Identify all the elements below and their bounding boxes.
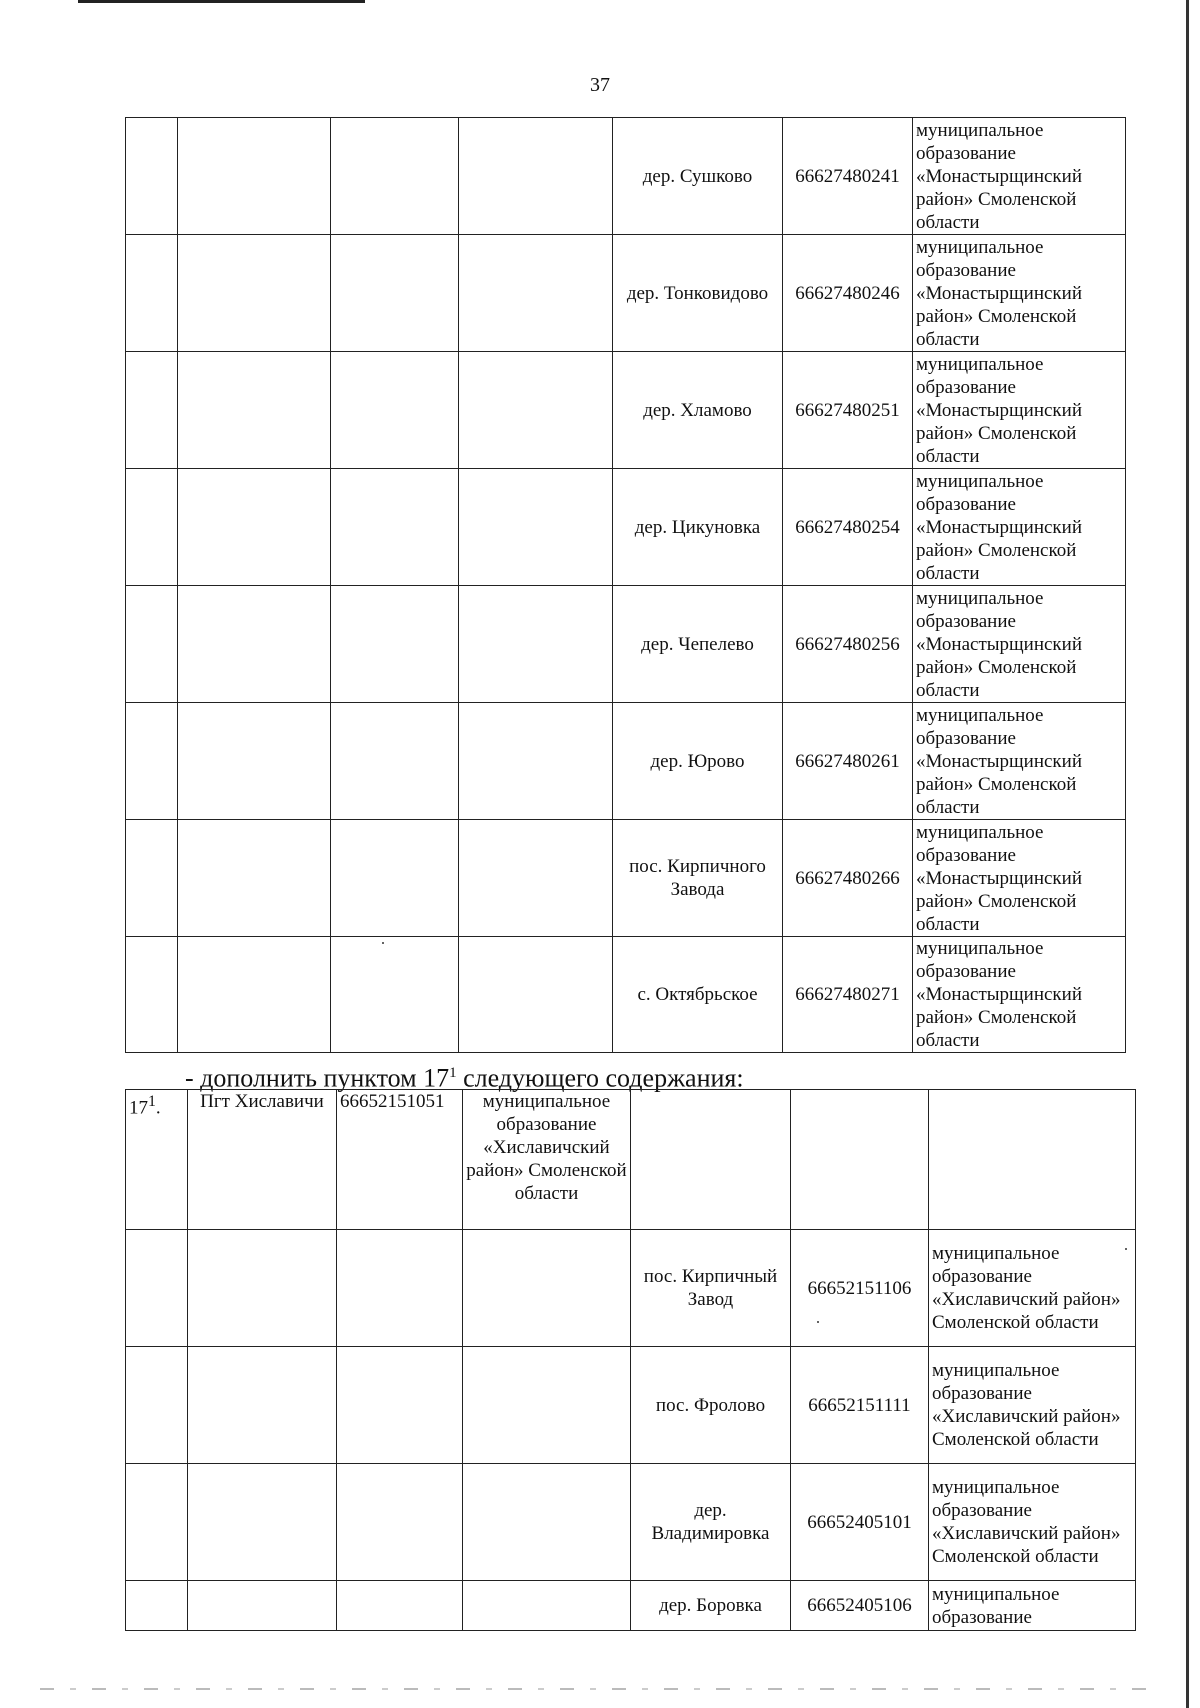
municipality-cell: муниципальное образование «Монастырщинский район» Смоленской области xyxy=(913,703,1126,820)
empty-cell xyxy=(126,118,178,235)
oktmo-code-cell: 66652405101 xyxy=(791,1464,929,1581)
empty-cell xyxy=(331,469,459,586)
empty-cell xyxy=(178,820,331,937)
empty-cell xyxy=(126,820,178,937)
empty-cell xyxy=(178,586,331,703)
table-row xyxy=(126,1347,1136,1464)
empty-cell xyxy=(126,586,178,703)
empty-cell xyxy=(631,1090,791,1230)
table-row xyxy=(126,469,1126,586)
settlement-code-cell: 66652151051 xyxy=(337,1090,463,1230)
empty-cell xyxy=(126,937,178,1053)
table-row xyxy=(126,1464,1136,1581)
empty-cell xyxy=(126,1347,188,1464)
locality-cell: дер. Чепелево xyxy=(613,586,783,703)
municipality-cell: муниципальное образование «Монастырщинский район» Смоленской области xyxy=(913,586,1126,703)
locality-cell: пос. Кирпичный Завод xyxy=(631,1230,791,1347)
empty-cell xyxy=(463,1347,631,1464)
empty-cell xyxy=(459,235,613,352)
oktmo-code-cell: 66627480256 xyxy=(783,586,913,703)
empty-cell xyxy=(459,118,613,235)
empty-cell xyxy=(337,1464,463,1581)
note-text-after: следующего содержания: xyxy=(456,1063,744,1093)
municipality-cell: муниципальное образование «Монастырщинский район» Смоленской области xyxy=(913,235,1126,352)
empty-cell xyxy=(126,1464,188,1581)
scan-speck xyxy=(1125,1248,1127,1250)
empty-cell xyxy=(459,703,613,820)
locality-cell: пос. Кирпичного Завода xyxy=(613,820,783,937)
table-row xyxy=(126,352,1126,469)
locality-cell: дер. Цикуновка xyxy=(613,469,783,586)
settlements-table-monastyrshchina xyxy=(125,117,1126,1053)
empty-cell xyxy=(331,937,459,1053)
empty-cell xyxy=(188,1347,337,1464)
top-rule xyxy=(78,0,365,3)
locality-cell: пос. Фролово xyxy=(631,1347,791,1464)
empty-cell xyxy=(126,469,178,586)
scan-speck xyxy=(382,942,384,944)
municipality-cell: муниципальное образование «Хиславичский район» Смоленской области xyxy=(929,1347,1136,1464)
oktmo-code-cell: 66627480261 xyxy=(783,703,913,820)
locality-cell: дер. Тонковидово xyxy=(613,235,783,352)
empty-cell xyxy=(929,1090,1136,1230)
empty-cell xyxy=(331,235,459,352)
table-row xyxy=(126,820,1126,937)
empty-cell xyxy=(331,703,459,820)
empty-cell xyxy=(337,1230,463,1347)
item-number: 17 xyxy=(129,1097,148,1119)
empty-cell xyxy=(331,820,459,937)
page-number: 37 xyxy=(590,74,610,96)
municipality-cell: муниципальное образование «Монастырщинский район» Смоленской области xyxy=(913,469,1126,586)
locality-cell: дер. Владимировка xyxy=(631,1464,791,1581)
empty-cell xyxy=(178,937,331,1053)
oktmo-code-cell: 66627480271 xyxy=(783,937,913,1053)
locality-cell: дер. Хламово xyxy=(613,352,783,469)
municipality-cell: муниципальное образование «Хиславичский район» Смоленской области xyxy=(929,1230,1136,1347)
empty-cell xyxy=(331,352,459,469)
empty-cell xyxy=(459,820,613,937)
empty-cell xyxy=(463,1581,631,1631)
oktmo-code-cell: 66627480254 xyxy=(783,469,913,586)
empty-cell xyxy=(178,352,331,469)
empty-cell xyxy=(331,586,459,703)
table-row xyxy=(126,1090,1136,1230)
settlements-table-khislavichi xyxy=(125,1089,1136,1631)
empty-cell xyxy=(178,703,331,820)
empty-cell xyxy=(459,586,613,703)
empty-cell xyxy=(188,1581,337,1631)
locality-cell: дер. Сушково xyxy=(613,118,783,235)
table-row xyxy=(126,703,1126,820)
empty-cell xyxy=(791,1090,929,1230)
locality-cell: дер. Юрово xyxy=(613,703,783,820)
municipality-cell: муниципальное образование «Монастырщинский район» Смоленской области xyxy=(913,820,1126,937)
table-row xyxy=(126,235,1126,352)
empty-cell xyxy=(126,352,178,469)
empty-cell xyxy=(178,469,331,586)
oktmo-code-cell: 66627480241 xyxy=(783,118,913,235)
empty-cell xyxy=(126,703,178,820)
item-number-cell xyxy=(126,1090,188,1230)
empty-cell xyxy=(463,1464,631,1581)
oktmo-code-cell: 66627480246 xyxy=(783,235,913,352)
locality-cell: дер. Боровка xyxy=(631,1581,791,1631)
empty-cell xyxy=(463,1230,631,1347)
item-number-sup: 1 xyxy=(148,1093,156,1110)
empty-cell xyxy=(459,937,613,1053)
oktmo-code-cell: 66627480251 xyxy=(783,352,913,469)
municipality-cell: муниципальное образование «Хиславичский район» Смоленской области xyxy=(929,1464,1136,1581)
oktmo-code-cell: 66652405106 xyxy=(791,1581,929,1631)
empty-cell xyxy=(178,118,331,235)
scan-speck xyxy=(817,1321,819,1323)
note-superscript: 1 xyxy=(449,1065,457,1081)
item-number-suffix: . xyxy=(155,1097,161,1119)
empty-cell xyxy=(337,1581,463,1631)
table-row xyxy=(126,586,1126,703)
empty-cell xyxy=(126,1230,188,1347)
municipality-cell: муниципальное образование «Монастырщинский район» Смоленской области xyxy=(913,937,1126,1053)
table-row xyxy=(126,118,1126,235)
settlement-name-cell: Пгт Хиславичи xyxy=(188,1090,337,1230)
table-row xyxy=(126,937,1126,1053)
oktmo-code-cell: 66652151106 xyxy=(791,1230,929,1347)
locality-cell: с. Октябрьское xyxy=(613,937,783,1053)
municipality-cell: муниципальное образование «Монастырщинский район» Смоленской области xyxy=(913,352,1126,469)
page-edge xyxy=(1186,0,1189,1708)
empty-cell xyxy=(188,1230,337,1347)
table-row xyxy=(126,1230,1136,1347)
empty-cell xyxy=(178,235,331,352)
municipality-cell: муниципальное образование xyxy=(929,1581,1136,1631)
empty-cell xyxy=(126,235,178,352)
empty-cell xyxy=(188,1464,337,1581)
empty-cell xyxy=(331,118,459,235)
oktmo-code-cell: 66652151111 xyxy=(791,1347,929,1464)
municipality-cell: муниципальное образование «Монастырщинский район» Смоленской области xyxy=(913,118,1126,235)
oktmo-code-cell: 66627480266 xyxy=(783,820,913,937)
empty-cell xyxy=(459,352,613,469)
empty-cell xyxy=(337,1347,463,1464)
empty-cell xyxy=(126,1581,188,1631)
note-text-before: - дополнить пунктом 17 xyxy=(185,1063,450,1093)
scan-noise xyxy=(40,1688,1160,1690)
settlement-municipality-cell: муниципальное образование «Хиславичский район» Смоленской области xyxy=(463,1090,631,1230)
table-row xyxy=(126,1581,1136,1631)
empty-cell xyxy=(459,469,613,586)
